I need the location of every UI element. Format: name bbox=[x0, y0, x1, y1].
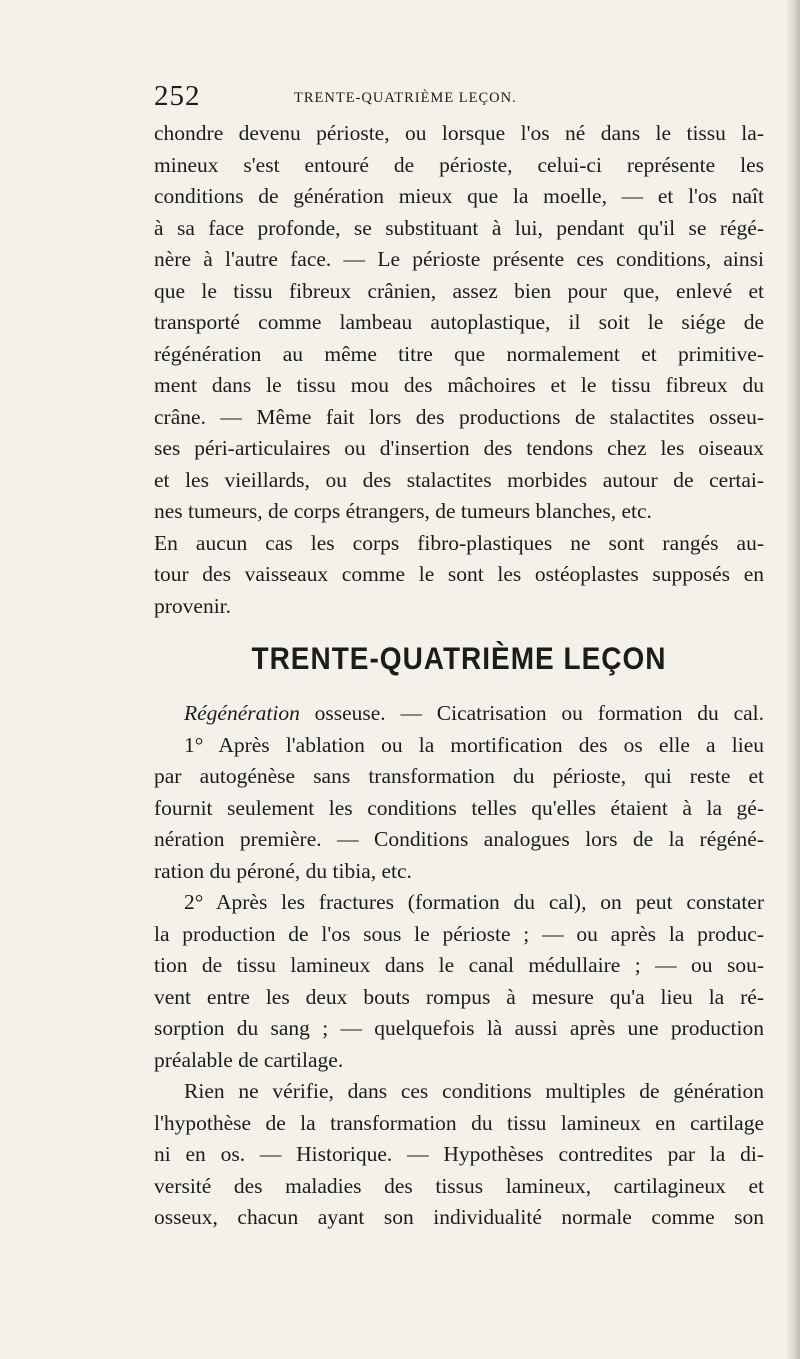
text-line: crâne. — Même fait lors des productions de stalactites osseu- bbox=[154, 404, 764, 429]
page-number: 252 bbox=[154, 80, 201, 112]
summary-line: vent entre les deux bouts rompus à mesure qu'a lieu la ré- bbox=[154, 984, 764, 1009]
text-line: nère à l'autre face. — Le périoste présente ces conditions, ainsi bbox=[154, 247, 764, 271]
text-line: mineux s'est entouré de périoste, celui-ci représente les bbox=[154, 152, 764, 177]
summary-line: préalable de cartilage. bbox=[154, 1047, 344, 1072]
text-line: conditions de génération mieux que la moelle, — et l'os naît bbox=[154, 184, 764, 208]
text-line: ses péri-articulaires ou d'insertion des tendons chez les oiseaux bbox=[154, 436, 764, 460]
chapter-summary bbox=[154, 698, 764, 1234]
summary-line: la production de l'os sous le périoste ; — ou après la produc- bbox=[154, 921, 764, 946]
summary-line: 2° Après les fractures (formation du cal), on peut constater bbox=[184, 890, 764, 914]
text-line: chondre devenu périoste, ou lorsque l'os né dans le tissu la- bbox=[154, 121, 764, 145]
text-line: transporté comme lambeau autoplastique, il soit le siége de bbox=[154, 310, 764, 334]
text-line: et les vieillards, ou des stalactites morbides autour de certai- bbox=[154, 467, 764, 492]
page-header bbox=[154, 80, 594, 116]
summary-line: osseux, chacun ayant son individualité normale comme son bbox=[154, 1205, 764, 1229]
text-line: provenir. bbox=[154, 593, 232, 618]
text-line: à sa face profonde, se substituant à lui, pendant qu'il se régé- bbox=[154, 215, 764, 240]
summary-line: sorption du sang ; — quelquefois là aussi après une production bbox=[154, 1016, 764, 1040]
summary-line: ni en os. — Historique. — Hypothèses contredites par la di- bbox=[154, 1142, 764, 1166]
text-line: que le tissu fibreux crânien, assez bien pour que, enlevé et bbox=[154, 278, 764, 303]
running-head: TRENTE-QUATRIÈME LEÇON. bbox=[294, 90, 517, 106]
text-line: ment dans le tissu mou des mâchoires et le tissu fibreux du bbox=[154, 373, 764, 397]
summary-line: l'hypothèse de la transformation du tissu lamineux en cartilage bbox=[154, 1110, 764, 1135]
summary-line: Rien ne vérifie, dans ces conditions multiples de génération bbox=[184, 1079, 764, 1103]
text-line: régénération au même titre que normalement et primitive- bbox=[154, 341, 764, 366]
summary-line: nération première. — Conditions analogues lors de la régéné- bbox=[154, 827, 764, 851]
summary-line: tion de tissu lamineux dans le canal médullaire ; — ou sou- bbox=[154, 953, 764, 977]
summary-line: fournit seulement les conditions telles qu'elles étaient à la gé- bbox=[154, 795, 764, 820]
text-line: En aucun cas les corps fibro-plastiques ne sont rangés au- bbox=[154, 530, 764, 555]
summary-first-rest: osseuse. — Cicatrisation ou formation du cal. bbox=[299, 701, 764, 725]
summary-line: par autogénèse sans transformation du périoste, qui reste et bbox=[154, 764, 764, 788]
text-line: tour des vaisseaux comme le sont les ostéoplastes supposés en bbox=[154, 562, 764, 586]
chapter-title: TRENTE-QUATRIÈME LEÇON bbox=[251, 641, 667, 676]
summary-line: 1° Après l'ablation ou la mortification des os elle a lieu bbox=[184, 732, 764, 757]
body-paragraph bbox=[154, 118, 764, 622]
summary-italic-term: Régénération bbox=[184, 701, 300, 725]
summary-line bbox=[154, 698, 764, 730]
summary-line: ration du péroné, du tibia, etc. bbox=[154, 858, 412, 883]
summary-line: versité des maladies des tissus lamineux, cartilagineux et bbox=[154, 1173, 764, 1198]
text-line: nes tumeurs, de corps étrangers, de tumeurs blanches, etc. bbox=[154, 499, 652, 523]
page-edge-shadow bbox=[786, 0, 800, 1359]
